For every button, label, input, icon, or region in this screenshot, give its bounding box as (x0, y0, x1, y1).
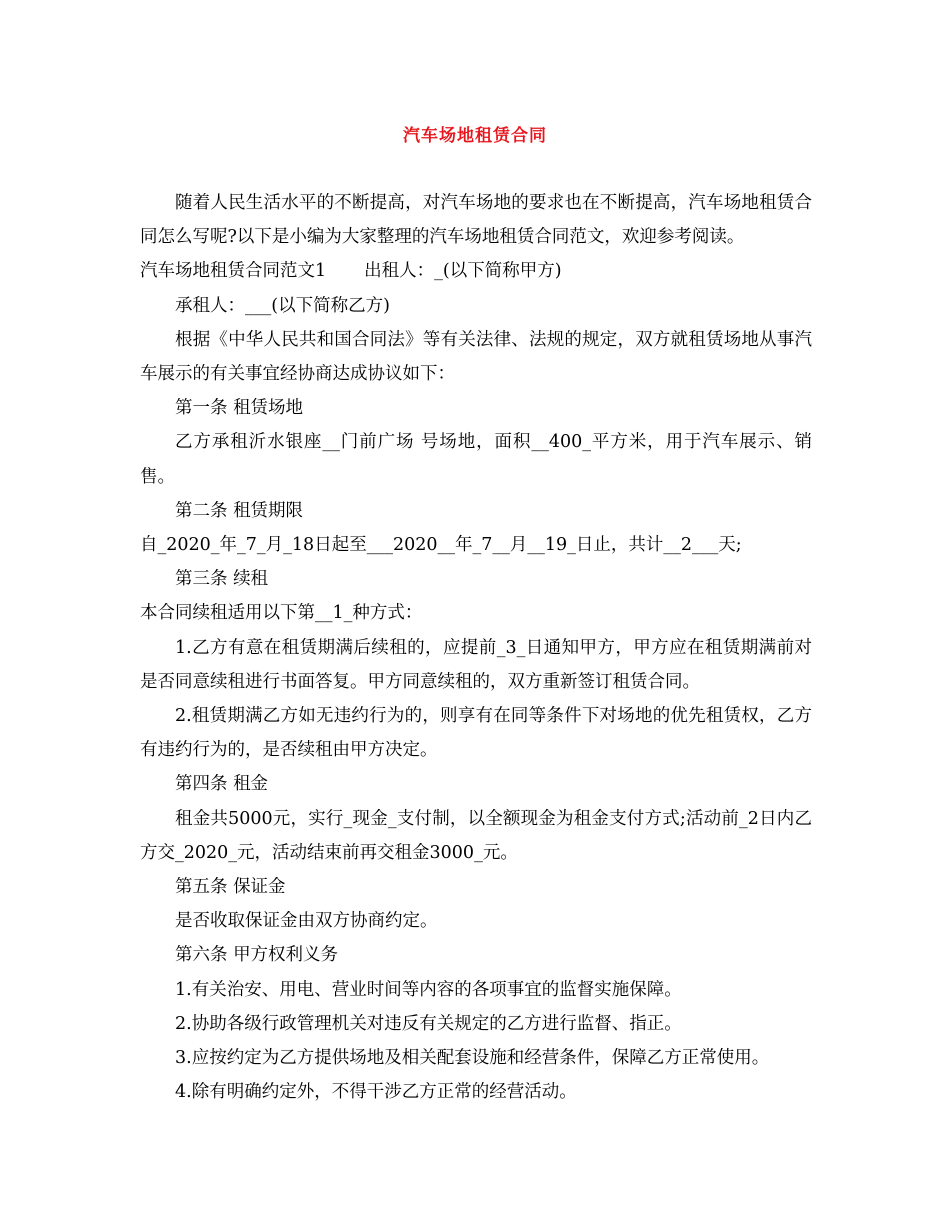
article6-item2: 2.协助各级行政管理机关对违反有关规定的乙方进行监督、指正。 (175, 1013, 682, 1034)
article6-item4: 4.除有明确约定外，不得干涉乙方正常的经营活动。 (175, 1082, 577, 1103)
document-body (140, 186, 812, 1109)
article3-text: 本合同续租适用以下第__1_种方式： (140, 603, 423, 624)
article5-text: 是否收取保证金由双方协商约定。 (175, 911, 438, 932)
article4-title: 第四条 租金 (175, 774, 269, 795)
article4-text: 租金共5000元，实行_现金_支付制，以全额现金为租金支付方式;活动前_2日内乙方交_2020_元，活动结束前再交租金3000_元。 (140, 808, 812, 863)
article6-item1: 1.有关治安、用电、营业时间等内容的各项事宜的监督实施保障。 (175, 979, 682, 1000)
article2-text: 自_2020_年_7_月_18日起至___2020__年_7__月__19_日止，共计__2___天; (140, 535, 742, 556)
article3-title: 第三条 续租 (175, 569, 269, 590)
article1-text: 乙方承租沂水银座__门前广场 号场地，面积__400_平方米，用于汽车展示、销售。 (140, 432, 812, 487)
preamble-paragraph: 根据《中华人民共和国合同法》等有关法律、法规的规定，双方就租赁场地从事汽车展示的有关事宜经协商达成协议如下： (140, 329, 812, 385)
lessor-line: 出租人：_(以下简称甲方) (364, 261, 562, 282)
article1-title: 第一条 租赁场地 (175, 398, 304, 419)
sample-heading-line (140, 254, 812, 288)
lessee-line: 承租人：___(以下简称乙方) (175, 295, 390, 316)
intro-paragraph: 随着人民生活水平的不断提高，对汽车场地的要求也在不断提高，汽车场地租赁合同怎么写呢?以下是小编为大家整理的汽车场地租赁合同范文，欢迎参考阅读。 (140, 193, 812, 248)
article2-title: 第二条 租赁期限 (175, 500, 304, 521)
document-title: 汽车场地租赁合同 (403, 126, 547, 146)
article3-item1: 1.乙方有意在租赁期满后续租的，应提前_3_日通知甲方，甲方应在租赁期满前对是否同意续租进行书面答复。甲方同意续租的，双方重新签订租赁合同。 (140, 637, 812, 692)
article6-title: 第六条 甲方权利义务 (175, 945, 339, 966)
article6-item3: 3.应按约定为乙方提供场地及相关配套设施和经营条件，保障乙方正常使用。 (175, 1048, 770, 1069)
article3-item2: 2.租赁期满乙方如无违约行为的，则享有在同等条件下对场地的优先租赁权，乙方有违约行为的，是否续租由甲方决定。 (140, 706, 812, 761)
article5-title: 第五条 保证金 (175, 877, 286, 898)
sample-heading: 汽车场地租赁合同范文1 (140, 261, 327, 282)
